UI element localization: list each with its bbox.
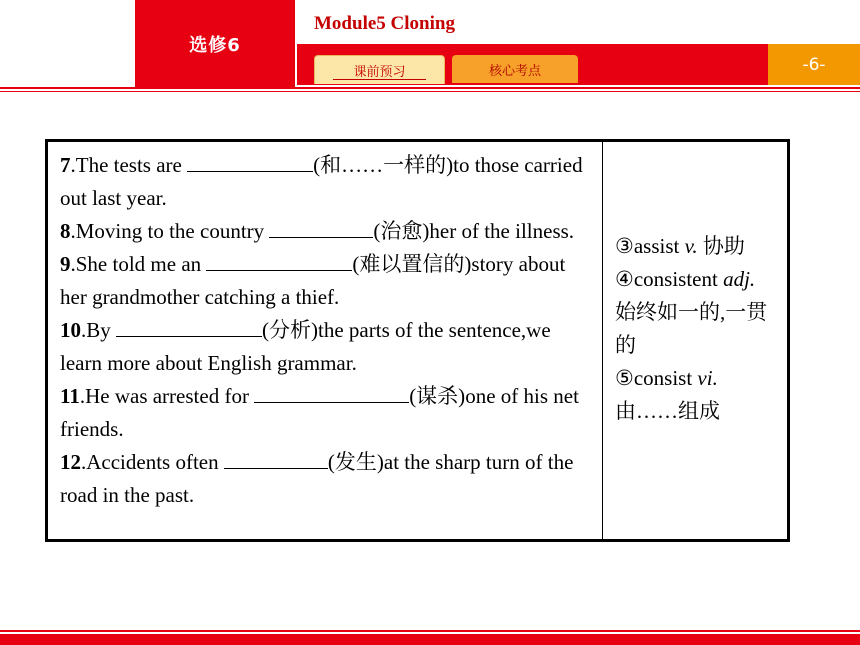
exercise-item [60,149,595,215]
answer-blank[interactable] [254,384,409,403]
exercise-text: at the sharp turn of the road in the past. [60,450,574,507]
footer-divider [0,630,860,632]
footer-band [0,634,860,645]
column-divider [602,142,603,539]
exercise-table [45,139,790,542]
answer-blank[interactable] [224,450,328,469]
exercise-text: story about her grandmother catching a thief. [60,252,566,309]
exercise-text: .She told me an [70,252,207,276]
exercise-hint: (难以置信的) [352,252,472,276]
exercise-item [60,314,595,380]
vocab-pos: adj. [723,267,756,291]
exercise-number: 8 [60,219,71,243]
exercise-number: 7 [60,153,71,177]
vocab-item [615,362,775,428]
answer-blank[interactable] [206,252,352,271]
vocab-pos: vi. [697,366,718,390]
exercise-hint: (治愈) [373,219,430,243]
answer-blank[interactable] [187,153,313,172]
exercise-text: .Accidents often [81,450,224,474]
exercise-list [60,149,595,512]
vocab-word: consistent [633,267,724,291]
page-number: -6- [768,44,860,85]
exercise-hint: (发生) [327,450,384,474]
vocab-pos: v. [684,234,698,258]
exercise-number: 11 [60,384,80,408]
tab-key-points[interactable] [452,55,578,83]
exercise-hint: (和……一样的) [313,153,454,177]
exercise-hint: (谋杀) [409,384,466,408]
exercise-text: one of his net friends. [60,384,579,441]
exercise-text: .The tests are [70,153,188,177]
exercise-text: the parts of the sentence,we learn more about English grammar. [60,318,551,375]
answer-blank[interactable] [269,219,373,238]
tab-key-points-label: 核心考点 [488,63,541,79]
exercise-item [60,446,595,512]
vocab-item [615,263,775,362]
tab-active-underline [333,79,426,80]
exercise-text: to those carried out last year. [60,153,583,210]
exercise-item [60,248,595,314]
header-course-block [135,0,295,87]
course-label: 选修6 [189,34,241,56]
exercise-number: 12 [60,450,81,474]
exercise-text: .Moving to the country [70,219,270,243]
vocab-list [615,230,775,428]
vocab-marker: ④ [615,267,634,291]
exercise-text: her of the illness. [429,219,575,243]
answer-blank[interactable] [116,318,262,337]
header-divider [0,87,860,89]
exercise-text: .By [81,318,117,342]
vocab-meaning: 协助 [697,234,745,258]
vocab-item [615,230,775,263]
exercise-number: 9 [60,252,71,276]
vocab-marker: ⑤ [615,366,634,390]
module-title: Module5 Cloning [314,13,455,34]
exercise-hint: (分析) [262,318,319,342]
vocab-word: consist [633,366,698,390]
tab-preview-label: 课前预习 [353,64,406,80]
exercise-number: 10 [60,318,81,342]
vocab-meaning: 由……组成 [615,399,720,423]
vocab-word: assist [633,234,685,258]
exercise-item [60,380,595,446]
vocab-meaning: 始终如一的,一贯的 [615,300,768,357]
exercise-item [60,215,595,248]
header-divider-thin [0,91,860,92]
exercise-text: .He was arrested for [79,384,255,408]
vocab-marker: ③ [615,234,634,258]
tab-preview[interactable] [314,55,445,84]
